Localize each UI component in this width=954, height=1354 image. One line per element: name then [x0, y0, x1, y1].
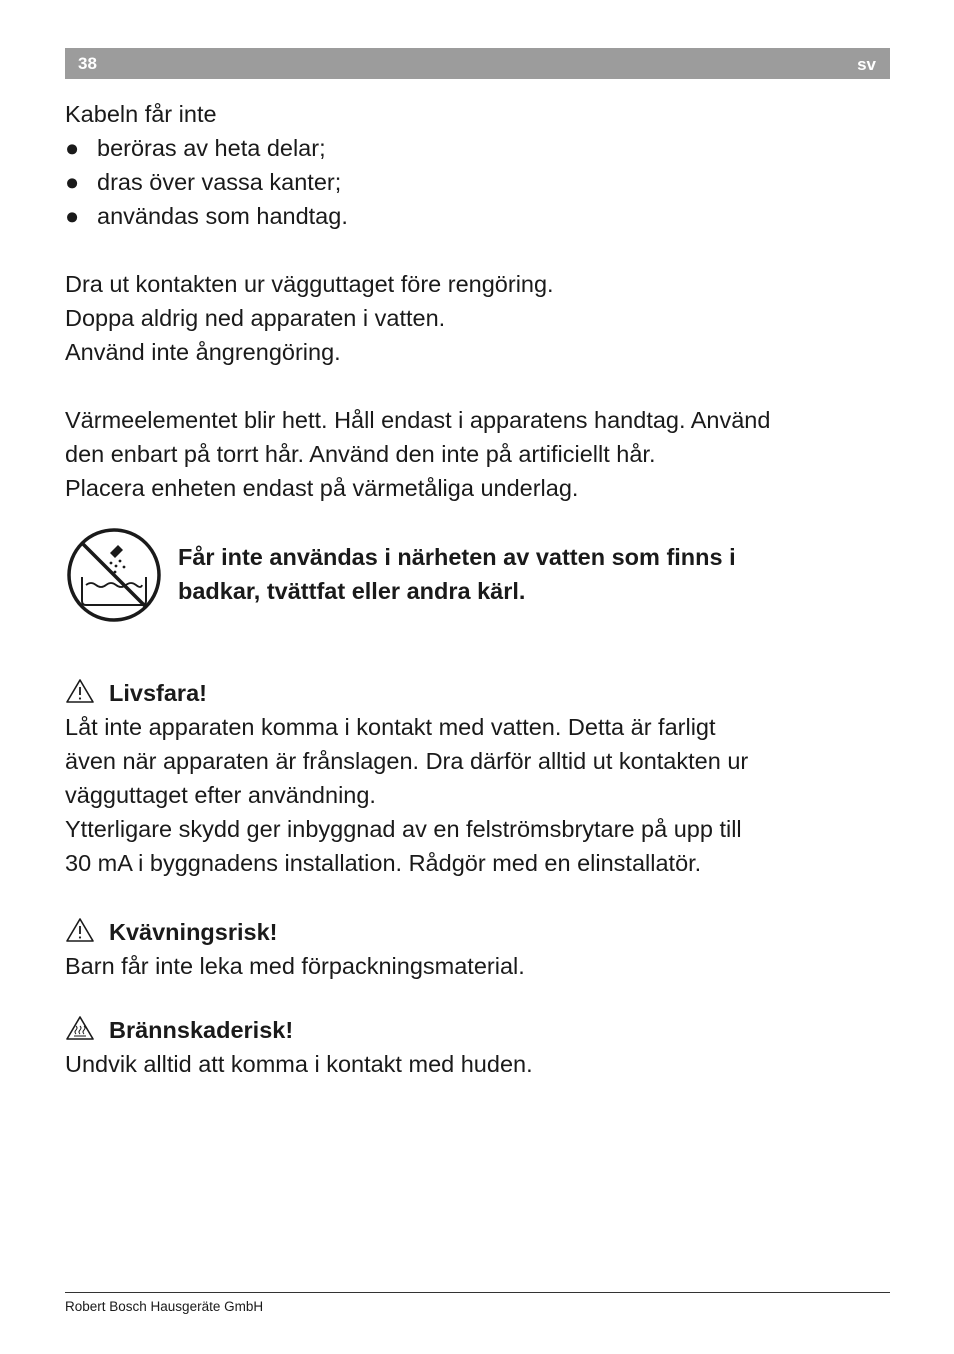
heating-line: den enbart på torrt hår. Använd den inte på artificiellt hår. — [65, 441, 656, 467]
danger-section: Livsfara! Låt inte apparaten komma i kontakt med vatten. Detta är farligt även när apparaten är frånslagen. Dra därför alltid ut kontakten ur vägguttaget efter användning. Ytterligare skydd ger inbyggnad av en felströmsbrytare på upp till 30 mA i byggnadens installation. Rådgör med en elinstallatör. — [65, 680, 749, 876]
list-item: ● beröras av heta delar; — [65, 131, 348, 165]
danger-title: Livsfara! — [109, 680, 207, 706]
burn-title: Brännskaderisk! — [109, 1017, 294, 1043]
heating-section — [65, 403, 770, 505]
heating-line: Placera enheten endast på värmetåliga underlag. — [65, 475, 579, 501]
cable-section — [65, 97, 348, 233]
list-item: ● dras över vassa kanter; — [65, 165, 348, 199]
cleaning-line: Använd inte ångrengöring. — [65, 339, 341, 365]
suffocation-title: Kvävningsrisk! — [109, 919, 278, 945]
bullet-icon: ● — [65, 203, 80, 229]
cable-intro: Kabeln får inte — [65, 101, 217, 127]
page-number: 38 — [78, 54, 97, 73]
warning-triangle-icon — [65, 678, 95, 704]
footer-company: Robert Bosch Hausgeräte GmbH — [65, 1299, 264, 1314]
heating-line: Värmeelementet blir hett. Håll endast i apparatens handtag. Använd — [65, 407, 771, 433]
list-item: ● användas som handtag. — [65, 199, 348, 233]
hot-surface-warning-icon — [65, 1015, 95, 1041]
page-header — [65, 48, 890, 79]
footer-divider — [65, 1292, 890, 1293]
bullet-icon: ● — [65, 135, 80, 161]
suffocation-section: Kvävningsrisk! Barn får inte leka med förpackningsmaterial. — [65, 919, 525, 979]
bullet-icon: ● — [65, 169, 80, 195]
cleaning-section — [65, 267, 554, 369]
warning-triangle-icon — [65, 917, 95, 943]
no-water-icon — [66, 527, 162, 623]
burn-section: Brännskaderisk! Undvik alltid att komma i kontakt med huden. — [65, 1017, 533, 1077]
water-warning-text: Får inte användas i närheten av vatten som finns i badkar, tvättfat eller andra kärl. — [178, 544, 736, 604]
language-code: sv — [857, 55, 876, 74]
cleaning-line: Doppa aldrig ned apparaten i vatten. — [65, 305, 446, 331]
cleaning-line: Dra ut kontakten ur vägguttaget före rengöring. — [65, 271, 554, 297]
